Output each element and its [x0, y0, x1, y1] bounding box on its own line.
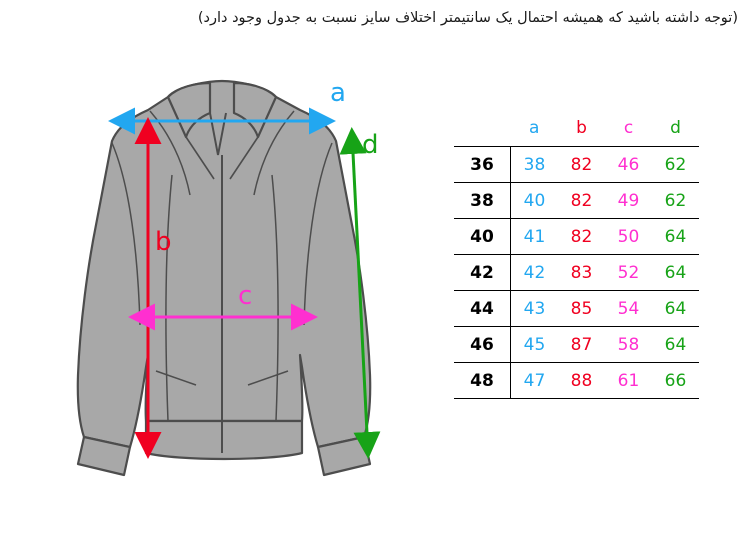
value-c: 46	[605, 147, 652, 183]
size-label: 46	[454, 327, 511, 363]
value-b: 83	[558, 255, 605, 291]
jacket-body-shape	[78, 81, 370, 475]
column-header-a: a	[529, 117, 540, 138]
value-c: 52	[605, 255, 652, 291]
value-c: 58	[605, 327, 652, 363]
value-a: 41	[511, 219, 559, 255]
value-b: 82	[558, 183, 605, 219]
size-label: 44	[454, 291, 511, 327]
value-b: 82	[558, 219, 605, 255]
measure-a-label: a	[330, 78, 346, 108]
value-a: 45	[511, 327, 559, 363]
value-a: 43	[511, 291, 559, 327]
value-d: 62	[652, 183, 699, 219]
measure-c-label: c	[238, 281, 253, 311]
size-label: 40	[454, 219, 511, 255]
value-b: 87	[558, 327, 605, 363]
value-a: 47	[511, 363, 559, 399]
size-label: 36	[454, 147, 511, 183]
size-tolerance-note: (توجه داشته باشید که همیشه احتمال یک سانتیمتر اختلاف سایز نسبت به جدول وجود دارد)	[197, 10, 738, 26]
column-header-b: b	[576, 117, 587, 138]
value-b: 88	[558, 363, 605, 399]
size-label: 38	[454, 183, 511, 219]
value-c: 49	[605, 183, 652, 219]
table-row	[454, 219, 699, 255]
table-row	[454, 327, 699, 363]
measure-b-label: b	[155, 227, 172, 257]
value-a: 42	[511, 255, 559, 291]
column-header-d: d	[670, 117, 681, 138]
table-header-row	[454, 110, 699, 147]
value-a: 40	[511, 183, 559, 219]
value-d: 64	[652, 291, 699, 327]
value-c: 54	[605, 291, 652, 327]
value-b: 85	[558, 291, 605, 327]
table-row	[454, 291, 699, 327]
table-row	[454, 183, 699, 219]
size-label: 42	[454, 255, 511, 291]
table-row	[454, 255, 699, 291]
column-header-c: c	[623, 117, 634, 138]
size-table-head	[454, 110, 699, 147]
table-corner-cell	[454, 110, 511, 147]
size-table-body	[454, 147, 699, 399]
table-row	[454, 363, 699, 399]
jacket-diagram	[0, 55, 440, 525]
value-a: 38	[511, 147, 559, 183]
value-b: 82	[558, 147, 605, 183]
value-d: 64	[652, 219, 699, 255]
size-table	[454, 110, 699, 399]
size-label: 48	[454, 363, 511, 399]
table-row	[454, 147, 699, 183]
value-c: 61	[605, 363, 652, 399]
size-table-container	[450, 110, 740, 399]
value-d: 62	[652, 147, 699, 183]
value-d: 66	[652, 363, 699, 399]
value-d: 64	[652, 327, 699, 363]
value-c: 50	[605, 219, 652, 255]
value-d: 64	[652, 255, 699, 291]
measure-d-label: d	[362, 130, 379, 160]
